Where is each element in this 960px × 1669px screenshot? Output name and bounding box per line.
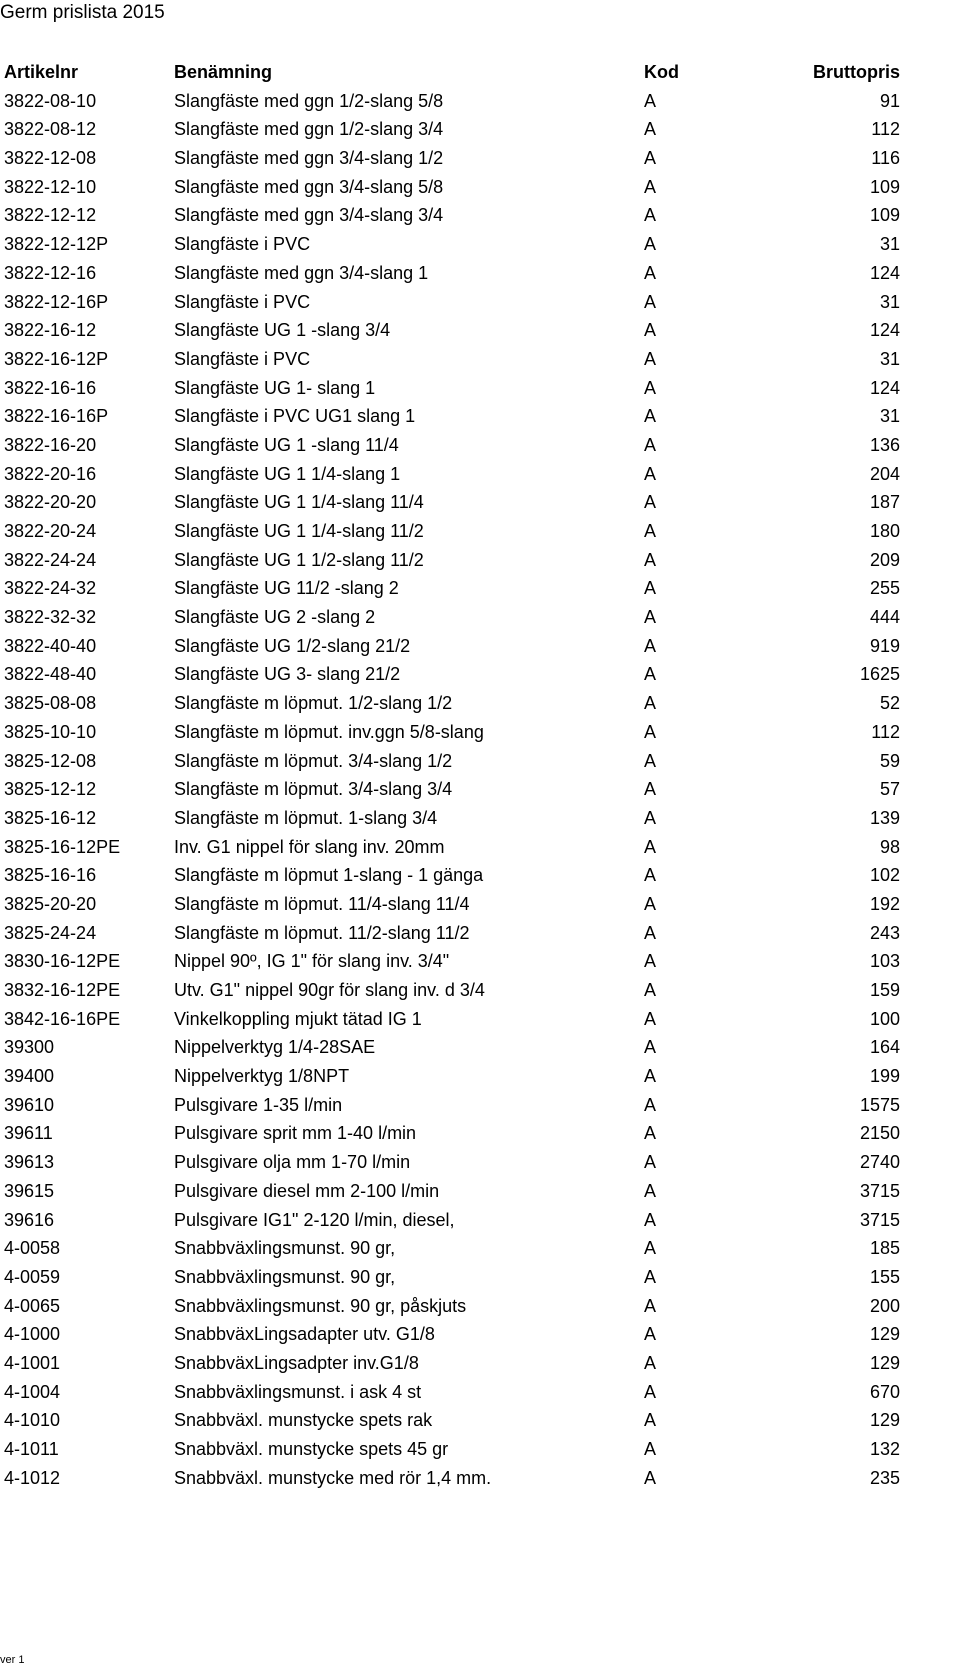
table-row: [4, 1378, 900, 1407]
cell-artikelnr: 4-1011: [4, 1439, 59, 1459]
cell-benamning: Slangfäste med ggn 1/2-slang 5/8: [174, 90, 444, 111]
cell-bruttopris: 139: [869, 807, 900, 828]
cell-kod: A: [644, 90, 657, 111]
cell-benamning: Pulsgivare sprit mm 1-40 l/min: [174, 1123, 417, 1144]
cell-artikelnr: 3822-20-20: [4, 492, 97, 513]
cell-bruttopris: 444: [869, 607, 900, 628]
cell-benamning: Snabbväxl. munstycke med rör 1,4 mm.: [174, 1467, 492, 1488]
cell-kod: A: [644, 348, 657, 369]
cell-benamning: SnabbväxLingsadapter utv. G1/8: [174, 1324, 435, 1345]
cell-artikelnr: 4-0058: [4, 1238, 61, 1259]
table-row: [4, 374, 900, 403]
cell-artikelnr: 3822-12-16: [4, 262, 97, 283]
cell-artikelnr: 3822-16-16: [4, 377, 97, 398]
cell-bruttopris: 3715: [859, 1209, 900, 1230]
cell-artikelnr: 3825-12-08: [4, 750, 97, 771]
cell-bruttopris: 132: [869, 1439, 900, 1459]
table-row: [4, 775, 900, 804]
cell-benamning: Slangfäste m löpmut. 11/2-slang 11/2: [174, 922, 470, 943]
header-kod: Kod: [644, 62, 679, 82]
cell-artikelnr: 3825-16-16: [4, 865, 97, 886]
cell-bruttopris: 255: [869, 578, 900, 599]
table-row: [4, 718, 900, 747]
table-row: [4, 603, 900, 632]
cell-artikelnr: 3822-12-08: [4, 148, 97, 169]
cell-bruttopris: 129: [869, 1410, 900, 1431]
table-row: [4, 1062, 900, 1091]
cell-artikelnr: 3822-08-12: [4, 119, 97, 140]
cell-benamning: Slangfäste UG 1 -slang 3/4: [174, 320, 391, 341]
cell-kod: A: [644, 1123, 657, 1144]
cell-kod: A: [644, 1152, 657, 1173]
table-row: [4, 1005, 900, 1034]
cell-bruttopris: 112: [871, 721, 900, 742]
table-row: [4, 947, 900, 976]
cell-bruttopris: 919: [869, 635, 900, 656]
table-row: [4, 833, 900, 862]
table-row: [4, 1177, 900, 1206]
cell-artikelnr: 3822-32-32: [4, 607, 97, 628]
table-row: [4, 460, 900, 489]
table-row: [4, 316, 900, 345]
cell-benamning: Snabbväxlingsmunst. 90 gr,: [174, 1266, 396, 1287]
cell-kod: A: [644, 1266, 657, 1287]
table-row: [4, 1091, 900, 1120]
table-body: [4, 87, 900, 1493]
cell-bruttopris: 1575: [859, 1094, 900, 1115]
cell-kod: A: [644, 922, 657, 943]
cell-benamning: Nippelverktyg 1/8NPT: [174, 1066, 350, 1087]
cell-bruttopris: 103: [869, 951, 900, 972]
cell-kod: A: [644, 205, 657, 226]
cell-benamning: Snabbväxl. munstycke spets rak: [174, 1410, 433, 1431]
cell-kod: A: [644, 1066, 657, 1087]
cell-benamning: Pulsgivare IG1" 2-120 l/min, diesel,: [174, 1209, 455, 1230]
cell-benamning: Slangfäste UG 1- slang 1: [174, 377, 376, 398]
cell-bruttopris: 180: [869, 521, 900, 541]
table-row: [4, 1033, 900, 1062]
cell-benamning: Slangfäste m löpmut. 1-slang 3/4: [174, 807, 438, 828]
cell-benamning: Nippel 90º, IG 1" för slang inv. 3/4": [174, 951, 450, 972]
cell-benamning: Snabbväxlingsmunst. i ask 4 st: [174, 1381, 422, 1402]
table-row: [4, 574, 900, 603]
table-row: [4, 115, 900, 144]
cell-bruttopris: 91: [879, 90, 900, 111]
table-row: [4, 345, 900, 374]
cell-benamning: Snabbväxlingsmunst. 90 gr, påskjuts: [174, 1295, 467, 1316]
cell-benamning: Snabbväxlingsmunst. 90 gr,: [174, 1238, 396, 1259]
table-row: [4, 1320, 900, 1349]
cell-kod: A: [644, 1008, 657, 1029]
cell-benamning: Nippelverktyg 1/4-28SAE: [174, 1037, 376, 1058]
cell-kod: A: [644, 607, 657, 628]
table-row: [4, 1435, 900, 1464]
table-row: [4, 976, 900, 1005]
cell-kod: A: [644, 807, 657, 828]
cell-kod: A: [644, 434, 657, 455]
cell-artikelnr: 3822-16-12: [4, 320, 97, 341]
cell-artikelnr: 3825-12-12: [4, 779, 97, 800]
cell-bruttopris: 98: [879, 836, 900, 857]
cell-artikelnr: 3825-16-12: [4, 807, 97, 828]
cell-benamning: Vinkelkoppling mjukt tätad IG 1: [174, 1008, 422, 1029]
table-row: [4, 747, 900, 776]
cell-bruttopris: 109: [869, 176, 900, 197]
table-row: [4, 1206, 900, 1235]
cell-artikelnr: 39400: [4, 1066, 55, 1087]
table-row: [4, 919, 900, 948]
cell-benamning: Slangfäste UG 1 1/4-slang 11/4: [174, 492, 424, 513]
cell-bruttopris: 209: [869, 549, 900, 570]
table-row: [4, 1234, 900, 1263]
cell-bruttopris: 136: [869, 434, 900, 455]
cell-artikelnr: 3822-24-24: [4, 549, 97, 570]
table-row: [4, 546, 900, 575]
cell-kod: A: [644, 836, 657, 857]
cell-artikelnr: 39610: [4, 1094, 55, 1115]
table-row: [4, 861, 900, 890]
version-footer: ver 1: [0, 1654, 25, 1666]
cell-bruttopris: 31: [879, 348, 900, 369]
cell-bruttopris: 124: [869, 377, 900, 398]
cell-artikelnr: 4-1010: [4, 1410, 61, 1431]
cell-artikelnr: 4-1004: [4, 1381, 61, 1402]
cell-artikelnr: 3822-12-10: [4, 176, 97, 197]
cell-kod: A: [644, 406, 657, 427]
cell-bruttopris: 31: [879, 406, 900, 427]
cell-benamning: Slangfäste i PVC: [174, 234, 311, 255]
table-row: [4, 230, 900, 259]
cell-bruttopris: 159: [869, 980, 900, 1000]
cell-benamning: Slangfäste i PVC: [174, 291, 311, 312]
table-row: [4, 259, 900, 288]
cell-bruttopris: 129: [869, 1352, 900, 1373]
table-row: [4, 1292, 900, 1321]
table-row: [4, 1406, 900, 1435]
cell-benamning: Slangfäste UG 1 1/4-slang 1: [174, 463, 401, 484]
cell-bruttopris: 1625: [859, 664, 900, 685]
cell-kod: A: [644, 1324, 657, 1345]
cell-artikelnr: 39613: [4, 1152, 55, 1173]
cell-artikelnr: 3825-20-20: [4, 893, 97, 914]
cell-kod: A: [644, 463, 657, 484]
cell-benamning: Pulsgivare diesel mm 2-100 l/min: [174, 1180, 440, 1201]
cell-benamning: Slangfäste m löpmut. 11/4-slang 11/4: [174, 893, 470, 914]
cell-artikelnr: 3822-16-16P: [4, 406, 109, 427]
cell-kod: A: [644, 291, 657, 312]
cell-benamning: Slangfäste m löpmut. 3/4-slang 1/2: [174, 750, 453, 771]
cell-bruttopris: 109: [869, 205, 900, 226]
cell-benamning: Slangfäste i PVC UG1 slang 1: [174, 406, 416, 427]
price-table: [4, 58, 900, 1492]
cell-artikelnr: 3822-12-12: [4, 205, 97, 226]
cell-kod: A: [644, 1410, 657, 1431]
table-row: [4, 660, 900, 689]
cell-kod: A: [644, 262, 657, 283]
cell-benamning: Slangfäste m löpmut. 3/4-slang 3/4: [174, 779, 453, 800]
cell-bruttopris: 52: [879, 693, 900, 714]
table-row: [4, 689, 900, 718]
header-artikelnr: Artikelnr: [4, 62, 79, 82]
cell-benamning: Slangfäste med ggn 3/4-slang 3/4: [174, 205, 444, 226]
table-row: [4, 1263, 900, 1292]
cell-artikelnr: 3825-08-08: [4, 693, 97, 714]
cell-bruttopris: 670: [869, 1381, 900, 1402]
table-row: [4, 1148, 900, 1177]
cell-kod: A: [644, 578, 657, 599]
cell-benamning: Slangfäste med ggn 3/4-slang 1/2: [174, 148, 444, 169]
cell-kod: A: [644, 234, 657, 255]
header-bruttopris: Bruttopris: [813, 62, 900, 82]
cell-artikelnr: 3825-24-24: [4, 922, 97, 943]
cell-kod: A: [644, 377, 657, 398]
cell-benamning: Slangfäste med ggn 3/4-slang 5/8: [174, 176, 444, 197]
table-row: [4, 144, 900, 173]
cell-kod: A: [644, 148, 657, 169]
cell-kod: A: [644, 1238, 657, 1259]
cell-kod: A: [644, 893, 657, 914]
cell-benamning: Slangfäste UG 11/2 -slang 2: [174, 578, 399, 599]
cell-kod: A: [644, 951, 657, 972]
table-row: [4, 1119, 900, 1148]
document-title: Germ prislista 2015: [0, 2, 165, 23]
cell-benamning: Slangfäste UG 1 1/4-slang 11/2: [174, 521, 424, 541]
cell-artikelnr: 3822-40-40: [4, 635, 97, 656]
cell-kod: A: [644, 492, 657, 513]
cell-kod: A: [644, 176, 657, 197]
cell-bruttopris: 164: [869, 1037, 900, 1058]
table-row: [4, 488, 900, 517]
cell-artikelnr: 4-0059: [4, 1266, 61, 1287]
cell-bruttopris: 102: [869, 865, 900, 886]
cell-artikelnr: 3822-08-10: [4, 90, 97, 111]
cell-bruttopris: 235: [869, 1467, 900, 1488]
cell-bruttopris: 124: [869, 320, 900, 341]
cell-kod: A: [644, 549, 657, 570]
header-benamning: Benämning: [174, 62, 273, 82]
cell-kod: A: [644, 1037, 657, 1058]
table-row: [4, 804, 900, 833]
table-row: [4, 890, 900, 919]
cell-benamning: Slangfäste i PVC: [174, 348, 311, 369]
cell-benamning: Slangfäste UG 1 1/2-slang 11/2: [174, 549, 424, 570]
table-row: [4, 632, 900, 661]
cell-bruttopris: 243: [869, 922, 900, 943]
cell-bruttopris: 112: [871, 119, 900, 140]
cell-bruttopris: 185: [869, 1238, 900, 1259]
cell-artikelnr: 3825-10-10: [4, 721, 97, 742]
cell-benamning: Pulsgivare 1-35 l/min: [174, 1094, 343, 1115]
cell-artikelnr: 4-1012: [4, 1467, 61, 1488]
cell-artikelnr: 4-0065: [4, 1295, 61, 1316]
cell-artikelnr: 39616: [4, 1209, 55, 1230]
cell-bruttopris: 199: [869, 1066, 900, 1087]
cell-kod: A: [644, 320, 657, 341]
cell-bruttopris: 31: [879, 291, 900, 312]
table-row: [4, 288, 900, 317]
cell-kod: A: [644, 119, 657, 140]
cell-benamning: Slangfäste med ggn 1/2-slang 3/4: [174, 119, 444, 140]
table-row: [4, 173, 900, 202]
cell-benamning: SnabbväxLingsadpter inv.G1/8: [174, 1352, 419, 1373]
cell-artikelnr: 3822-12-12P: [4, 234, 109, 255]
cell-bruttopris: 3715: [859, 1180, 900, 1201]
cell-benamning: Snabbväxl. munstycke spets 45 gr: [174, 1439, 449, 1459]
cell-bruttopris: 2150: [859, 1123, 900, 1144]
cell-bruttopris: 187: [869, 492, 900, 513]
cell-bruttopris: 204: [869, 463, 900, 484]
cell-kod: A: [644, 1094, 657, 1115]
table-row: [4, 431, 900, 460]
table-row: [4, 402, 900, 431]
cell-kod: A: [644, 1352, 657, 1373]
cell-bruttopris: 155: [869, 1266, 900, 1287]
cell-artikelnr: 39615: [4, 1180, 55, 1201]
cell-artikelnr: 3822-20-16: [4, 463, 97, 484]
cell-benamning: Slangfäste UG 2 -slang 2: [174, 607, 376, 628]
cell-kod: A: [644, 635, 657, 656]
cell-benamning: Slangfäste m löpmut. 1/2-slang 1/2: [174, 693, 453, 714]
cell-bruttopris: 116: [871, 148, 900, 169]
cell-artikelnr: 39611: [4, 1123, 53, 1144]
cell-bruttopris: 59: [879, 750, 900, 771]
cell-benamning: Slangfäste UG 1/2-slang 21/2: [174, 635, 411, 656]
cell-benamning: Inv. G1 nippel för slang inv. 20mm: [174, 836, 445, 857]
cell-kod: A: [644, 1467, 657, 1488]
cell-artikelnr: 4-1001: [4, 1352, 61, 1373]
cell-bruttopris: 129: [869, 1324, 900, 1345]
cell-bruttopris: 57: [879, 779, 900, 800]
cell-benamning: Slangfäste m löpmut. inv.ggn 5/8-slang: [174, 721, 484, 742]
table-header-row: [4, 58, 900, 87]
cell-kod: A: [644, 779, 657, 800]
cell-kod: A: [644, 521, 657, 541]
cell-kod: A: [644, 1180, 657, 1201]
cell-kod: A: [644, 693, 657, 714]
cell-bruttopris: 124: [869, 262, 900, 283]
cell-kod: A: [644, 750, 657, 771]
cell-bruttopris: 200: [869, 1295, 900, 1316]
cell-artikelnr: 3822-16-12P: [4, 348, 109, 369]
cell-kod: A: [644, 1209, 657, 1230]
cell-artikelnr: 3842-16-16PE: [4, 1008, 121, 1029]
cell-artikelnr: 39300: [4, 1037, 55, 1058]
cell-kod: A: [644, 1295, 657, 1316]
table-row: [4, 1464, 900, 1493]
cell-kod: A: [644, 1381, 657, 1402]
cell-benamning: Slangfäste UG 3- slang 21/2: [174, 664, 401, 685]
cell-artikelnr: 3825-16-12PE: [4, 836, 121, 857]
table-row: [4, 201, 900, 230]
cell-kod: A: [644, 664, 657, 685]
cell-artikelnr: 3822-24-32: [4, 578, 97, 599]
cell-artikelnr: 3832-16-12PE: [4, 980, 121, 1000]
table-row: [4, 1349, 900, 1378]
cell-kod: A: [644, 721, 657, 742]
cell-artikelnr: 3822-12-16P: [4, 291, 109, 312]
cell-artikelnr: 3830-16-12PE: [4, 951, 121, 972]
table-row: [4, 517, 900, 546]
cell-benamning: Slangfäste UG 1 -slang 11/4: [174, 434, 399, 455]
cell-bruttopris: 2740: [859, 1152, 900, 1173]
cell-benamning: Pulsgivare olja mm 1-70 l/min: [174, 1152, 411, 1173]
cell-artikelnr: 4-1000: [4, 1324, 61, 1345]
cell-kod: A: [644, 1439, 657, 1459]
cell-kod: A: [644, 980, 657, 1000]
cell-bruttopris: 31: [879, 234, 900, 255]
cell-artikelnr: 3822-48-40: [4, 664, 97, 685]
cell-benamning: Utv. G1" nippel 90gr för slang inv. d 3/4: [174, 980, 485, 1000]
cell-artikelnr: 3822-20-24: [4, 521, 97, 541]
cell-benamning: Slangfäste med ggn 3/4-slang 1: [174, 262, 429, 283]
cell-benamning: Slangfäste m löpmut 1-slang - 1 gänga: [174, 865, 484, 886]
cell-artikelnr: 3822-16-20: [4, 434, 97, 455]
cell-bruttopris: 100: [869, 1008, 900, 1029]
cell-kod: A: [644, 865, 657, 886]
cell-bruttopris: 192: [869, 893, 900, 914]
table-row: [4, 87, 900, 116]
